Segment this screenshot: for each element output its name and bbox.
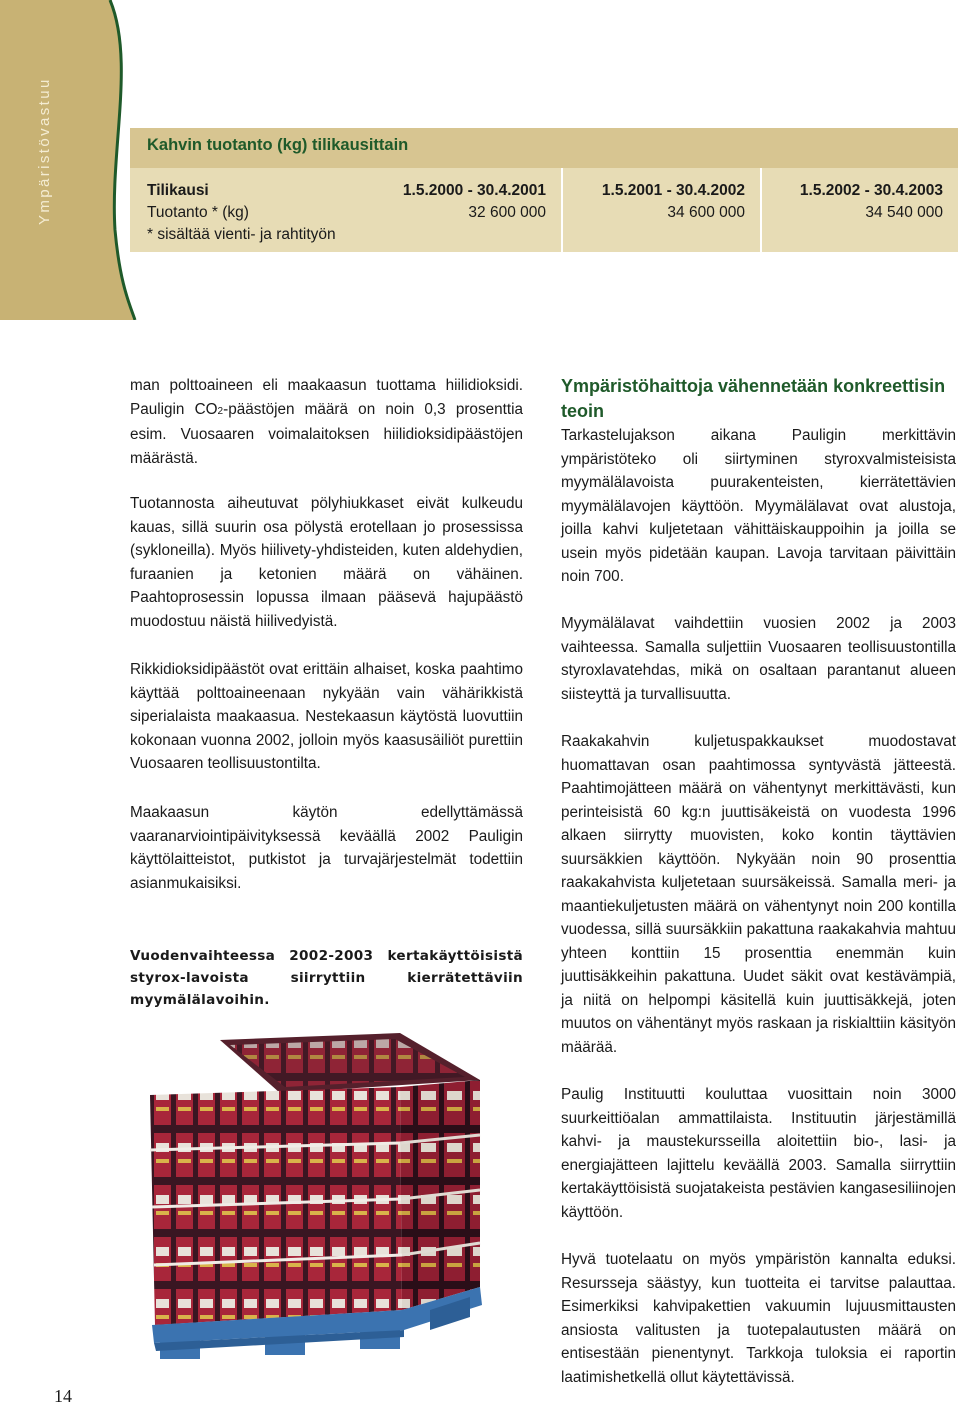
- left-paragraph-3: Rikkidioksidipäästöt ovat erittäin alhaiset, koska paahtimo käyttää polttoaineenaan nykyään vain vähärikkistä siperialaista maakaasua. Nestekaasun käytöstä luovuttiin kokonaan vuonna 2002, jolloin myös kaasusäiliöt purettiin Vuosaaren teollisuustontilta.: [130, 661, 523, 772]
- table-period-3: 1.5.2002 - 30.4.2003: [799, 182, 943, 199]
- table-period-1: 1.5.2000 - 30.4.2001: [402, 182, 546, 199]
- section-label: Ympäristövastuu: [36, 77, 53, 225]
- table-value-1: 32 600 000: [468, 204, 546, 221]
- right-paragraph-4: Paulig Instituutti kouluttaa vuosittain noin 3000 suurkeittiöalan ammattilaista. Instituutin järjestämillä kahvi- ja maustekursseilla aloitettiin bio-, lasi- ja energiajätteen lajittelu keväällä 2003. Samalla siirryttiin kertakäyttöisistä suojatakeista pestävien kangasesiliinojen käyttöön.: [561, 1086, 956, 1221]
- table-footnote: * sisältää vienti- ja rahtityön: [147, 226, 336, 243]
- left-paragraph-1: man polttoaineen eli maakaasun tuottama hiilidioksidi. Pauligin CO2-päästöjen määrä on noin 0,3 prosenttia esim. Vuosaaren voimalaitoksen hiilidioksidipäästöjen määrästä.: [130, 377, 524, 467]
- table-row-label: Tuotanto * (kg): [147, 204, 249, 221]
- table-header-label: Tilikausi: [147, 182, 209, 199]
- right-paragraph-2: Myymälälavat vaihdettiin vuosien 2002 ja 2003 vaihteessa. Samalla suljettiin Vuosaaren teollisuustontilla styroxlavatehdas, mikä on osaltaan parantanut alueen siisteyttä ja turvallisuutta.: [561, 615, 956, 703]
- page-number: 14: [54, 1386, 72, 1406]
- table-value-3: 34 540 000: [865, 204, 943, 221]
- table-period-2: 1.5.2001 - 30.4.2002: [601, 182, 745, 199]
- table-title: Kahvin tuotanto (kg) tilikausittain: [147, 136, 409, 154]
- column-separator: [760, 168, 762, 252]
- right-paragraph-3: Raakakahvin kuljetuspakkaukset muodostavat huomattavan osan paahtimossa syntyvästä jätteestä. Paahtimojätteen määrä on vähentynyt merkittävästi, kun perinteisistä 60 kg:n juuttisäkeistä on vuodesta 1996 alkaen siirrytty muovisten, koko kontin täyttävien suursäkkien käyttöön. Nykyään noin 90 prosenttia raakakahvista kuljetetaan suursäkeissä. Samalla meri- ja maantiekuljetusten määrä on vähentynyt noin 200 kontilla vuodessa, sillä suursäkkiin pakattuna raakakahvia mahtuu yhteen konttiin 15 prosenttia enemmän kuin juuttisäkkeihin pakattuna. Uudet säkit ovat kestävämpiä, ja niitä on helpompi käsitellä kuin juuttisäkkejä, joten muutos on vähentänyt myös raskaan ja riskialttiin käsityön määrää.: [561, 733, 956, 1056]
- section-heading: Ympäristöhaittoja vähennetään konkreettisin teoin: [561, 376, 946, 421]
- column-separator: [561, 168, 563, 252]
- coffee-pallet-image: [130, 1025, 530, 1390]
- right-paragraph-1: Tarkastelujakson aikana Pauligin merkittävin ympäristöteko oli siirtyminen styroxvalmisteisista myymälälavoista puurakenteisten, kierrätettävien myymälälavojen käyttöön. Myymälälavat ovat alustoja, joilla kahvi kuljetetaan vähittäiskauppoihin ja joilla se usein myös pidetään kaupan. Lavoja tarvitaan päivittäin noin 700.: [561, 427, 956, 585]
- table-value-2: 34 600 000: [667, 204, 745, 221]
- left-paragraph-4: Maakaasun käytön edellyttämässä vaaranarviointipäivityksessä keväällä 2002 Pauligin käyttölaitteistot, putkistot ja turvajärjestelmät todettiin asianmukaisiksi.: [130, 804, 523, 892]
- image-caption: Vuodenvaihteessa 2002-2003 kertakäyttöisistä styrox-lavoista siirryttiin kierrätettäviin myymälälavoihin.: [130, 948, 523, 1008]
- left-paragraph-2: Tuotannosta aiheutuvat pölyhiukkaset eivät kulkeudu kauas, sillä suurin osa pölystä erotellaan jo prosessissa (sykloneilla). Myös hiilivety-yhdisteiden, kuten aldehydien, furaanien ja ketonien määrä on vähäinen. Paahtoprosessin lopussa ilmaan pääsevä hajupäästö muodostuu näistä hiilivedyistä.: [130, 495, 523, 630]
- right-paragraph-5: Hyvä tuotelaatu on myös ympäristön kannalta eduksi. Resursseja säästyy, kun tuotteita ei tarvitse palauttaa. Esimerkiksi kahvipakettien vakuumin lujuusmittausten ansiosta valitusten ja tuotepalautusten määrä on entisestään pienentynyt. Tarkkoja tuloksia ei raportin laatimishetkellä ollut käytettävissä.: [561, 1251, 956, 1386]
